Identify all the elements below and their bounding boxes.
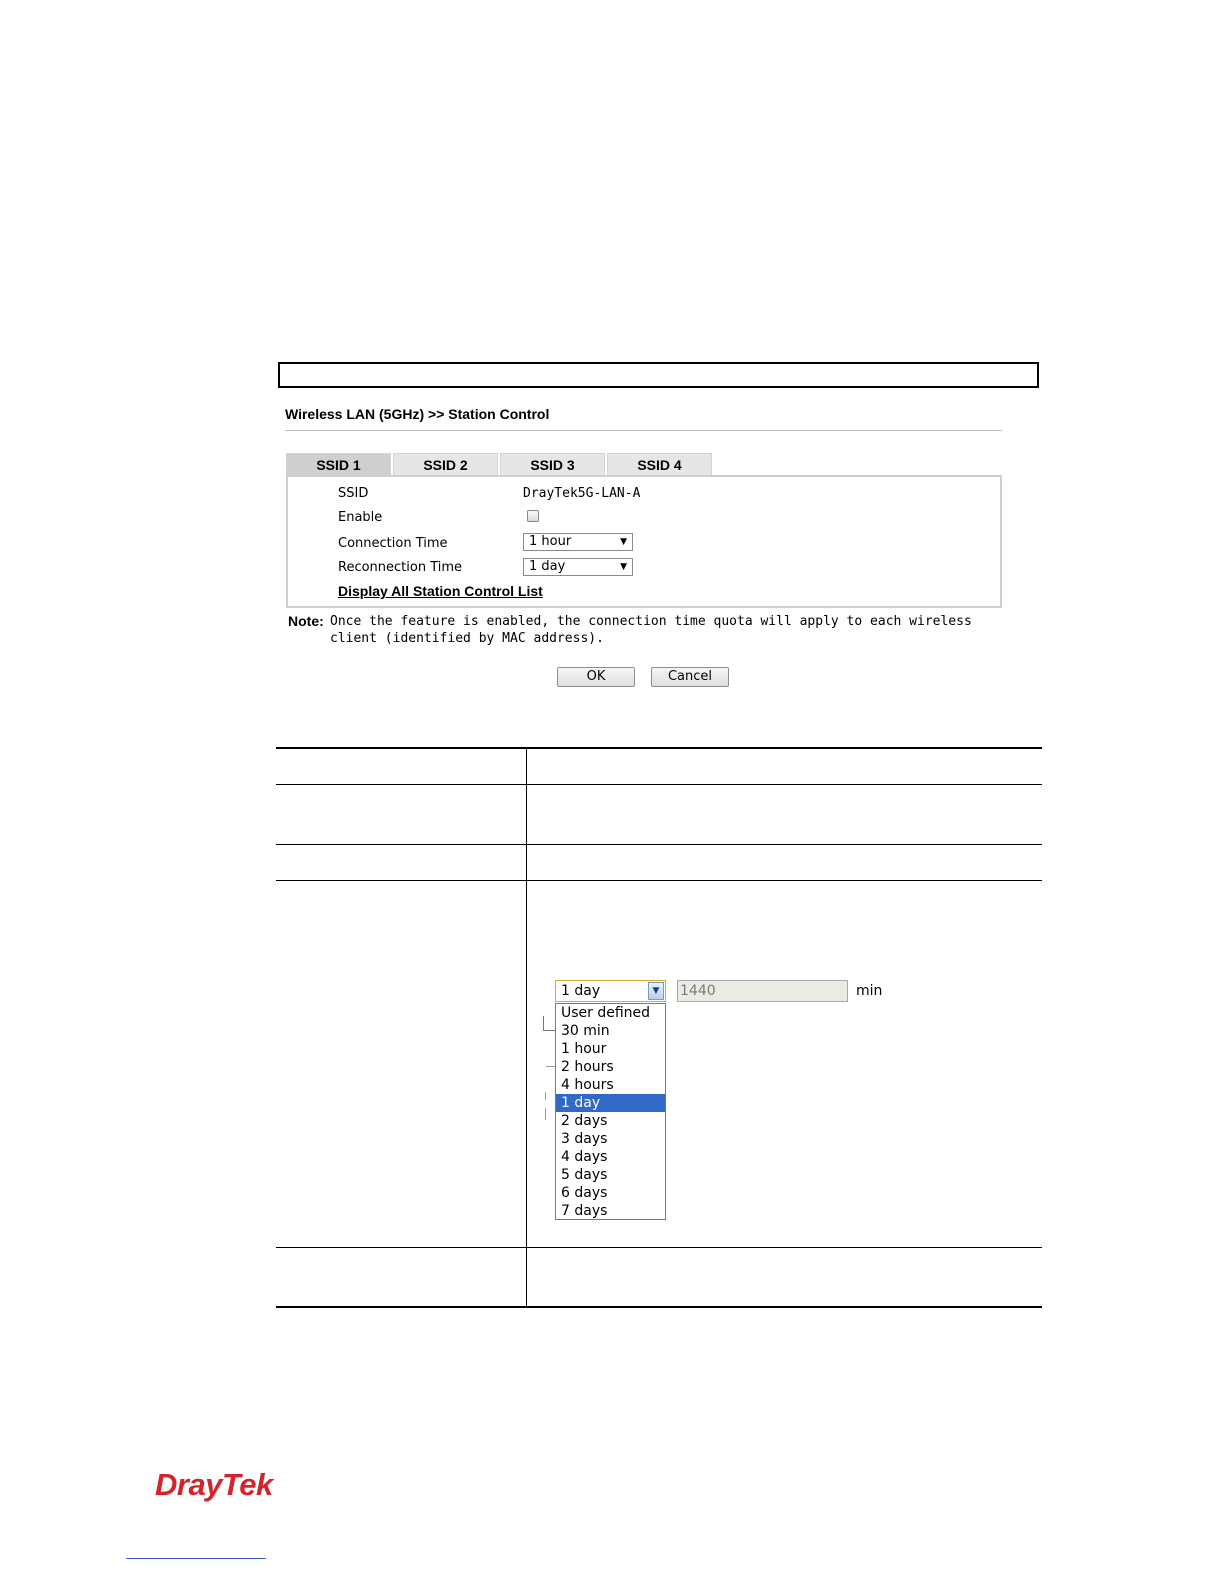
svg-text:DrayTek: DrayTek: [155, 1467, 273, 1502]
reconnection-time-value: 1 day: [529, 559, 566, 574]
figure-caption-box: [278, 362, 1039, 388]
ssid-tab-bar: [286, 453, 714, 475]
page-title: Wireless LAN (5GHz) >> Station Control: [285, 406, 550, 422]
option-item-selected[interactable]: 1 day: [556, 1094, 665, 1112]
option-item[interactable]: 2 hours: [561, 1059, 614, 1075]
dropdown-arrow-icon: ▼: [620, 537, 627, 547]
option-item[interactable]: 6 days: [561, 1185, 608, 1201]
reconnection-time-select[interactable]: [523, 558, 633, 576]
table-column-divider: [526, 748, 527, 1307]
minutes-input[interactable]: 1440: [677, 980, 848, 1002]
background-fragment: [546, 1066, 555, 1067]
option-item[interactable]: 4 hours: [561, 1077, 614, 1093]
table-row-divider: [276, 1247, 1042, 1248]
cancel-button[interactable]: Cancel: [651, 667, 729, 687]
time-select-value: 1 day: [561, 983, 601, 999]
display-station-control-list-link[interactable]: Display All Station Control List: [338, 583, 543, 599]
reconnection-time-label: Reconnection Time: [338, 560, 463, 575]
table-row-divider: [276, 844, 1042, 845]
option-item[interactable]: 5 days: [561, 1167, 608, 1183]
option-item[interactable]: User defined: [561, 1005, 651, 1021]
tab-ssid-3[interactable]: SSID 3: [500, 453, 605, 475]
enable-checkbox[interactable]: [527, 510, 539, 522]
table-top-border: [276, 747, 1042, 749]
note-text: Once the feature is enabled, the connection time quota will apply to each wireless client (identified by MAC address).: [330, 614, 972, 646]
time-options-list: [555, 1003, 666, 1220]
connection-time-value: 1 hour: [529, 534, 572, 549]
ssid-label: SSID: [338, 486, 369, 501]
background-fragment: [545, 1092, 546, 1100]
title-divider: [285, 430, 1002, 431]
option-item[interactable]: 1 hour: [561, 1041, 607, 1057]
option-item[interactable]: 7 days: [561, 1203, 608, 1219]
chevron-down-icon[interactable]: ▼: [648, 982, 664, 1000]
time-select-example[interactable]: [555, 980, 666, 1002]
option-item[interactable]: 3 days: [561, 1131, 608, 1147]
enable-label: Enable: [338, 510, 383, 525]
table-row-divider: [276, 880, 1042, 881]
connection-time-label: Connection Time: [338, 536, 448, 551]
tab-ssid-2[interactable]: SSID 2: [393, 453, 498, 475]
tab-ssid-1[interactable]: SSID 1: [286, 453, 391, 475]
option-item[interactable]: 2 days: [561, 1113, 608, 1129]
option-item[interactable]: 4 days: [561, 1149, 608, 1165]
table-row-divider: [276, 784, 1042, 785]
ssid-value: DrayTek5G-LAN-A: [523, 486, 641, 501]
option-item[interactable]: 30 min: [561, 1023, 610, 1039]
ok-button[interactable]: OK: [557, 667, 635, 687]
dropdown-arrow-icon: ▼: [620, 562, 627, 572]
note-label: Note:: [288, 613, 324, 629]
tab-ssid-4[interactable]: SSID 4: [607, 453, 712, 475]
background-fragment: [543, 1016, 556, 1031]
minutes-unit-label: min: [856, 983, 883, 999]
table-bottom-border: [276, 1306, 1042, 1308]
background-fragment: [545, 1108, 546, 1120]
connection-time-select[interactable]: [523, 533, 633, 551]
footer-rule: [126, 1558, 266, 1559]
draytek-logo: [155, 1465, 287, 1509]
